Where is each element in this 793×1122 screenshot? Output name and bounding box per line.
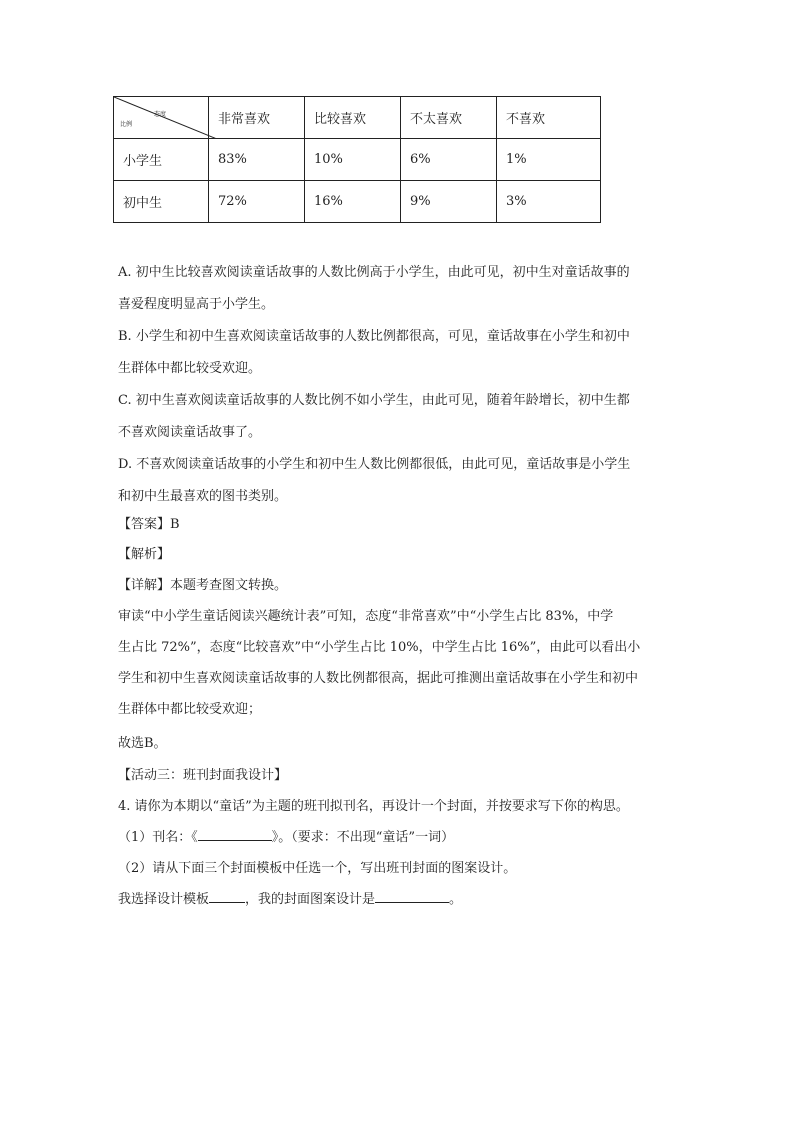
corner-bottom-label: 比例	[120, 121, 133, 128]
question-4-part1	[118, 826, 454, 845]
detail-line1: 审读“中小学生童话阅读兴趣统计表”可知，态度“非常喜欢”中“小学生占比 83%，中学	[118, 609, 614, 624]
cell: 6%	[401, 139, 497, 181]
corner-cell	[114, 97, 209, 139]
cell: 10%	[305, 139, 401, 181]
cell: 3%	[497, 181, 601, 223]
cell: 16%	[305, 181, 401, 223]
row-label: 初中生	[114, 181, 209, 223]
diagonal-line	[114, 97, 217, 139]
header-cell: 不喜欢	[497, 97, 601, 139]
analysis-heading: 【解析】	[118, 547, 171, 562]
survey-table	[113, 96, 601, 223]
detail-line3: 学生和初中生喜欢阅读童话故事的人数比例都很高，据此可推测出童话故事在小学生和初中	[118, 671, 639, 686]
title-blank[interactable]	[198, 828, 272, 841]
option-c-line1: C. 初中生喜欢阅读童话故事的人数比例不如小学生，由此可见，随着年龄增长，初中生都	[118, 393, 630, 408]
template-blank[interactable]	[209, 890, 245, 903]
option-a-line1: A. 初中生比较喜欢阅读童话故事的人数比例高于小学生，由此可见，初中生对童话故事的	[118, 265, 630, 280]
question-4-part2: （2）请从下面三个封面模板中任选一个，写出班刊封面的图案设计。	[118, 861, 517, 876]
question-4: 4. 请你为本期以“童话”为主题的班刊拟刊名，再设计一个封面，并按要求写下你的构思。	[118, 799, 629, 814]
option-b-line2: 生群体中都比较受欢迎。	[118, 361, 262, 376]
table-row	[114, 181, 601, 223]
cell: 9%	[401, 181, 497, 223]
detail-line4: 生群体中都比较受欢迎；	[118, 702, 262, 717]
answer: 【答案】B	[118, 517, 180, 532]
cell: 1%	[497, 139, 601, 181]
header-cell: 非常喜欢	[209, 97, 305, 139]
design-blank[interactable]	[375, 890, 449, 903]
detail-line2: 生占比 72%”，态度“比较喜欢”中“小学生占比 10%，中学生占比 16%”，由此可以看出小	[118, 640, 641, 655]
row-label: 小学生	[114, 139, 209, 181]
option-d-line2: 和初中生最喜欢的图书类别。	[118, 489, 288, 504]
corner-top-label: 态度	[154, 111, 167, 118]
activity-heading: 【活动三：班刊封面我设计】	[118, 768, 288, 783]
part3-text1: 我选择设计模板	[118, 892, 210, 907]
detail-heading: 【详解】本题考查图文转换。	[118, 578, 288, 593]
question-4-part3	[118, 888, 462, 907]
option-a-line2: 喜爱程度明显高于小学生。	[118, 297, 275, 312]
option-b-line1: B. 小学生和初中生喜欢阅读童话故事的人数比例都很高，可见，童话故事在小学生和初中	[118, 329, 630, 344]
part1-prefix: （1）刊名：《	[118, 830, 198, 845]
part3-text3: 。	[449, 892, 463, 907]
header-cell: 比较喜欢	[305, 97, 401, 139]
cell: 83%	[209, 139, 305, 181]
conclusion: 故选B。	[118, 736, 167, 751]
header-cell: 不太喜欢	[401, 97, 497, 139]
option-d-line1: D. 不喜欢阅读童话故事的小学生和初中生人数比例都很低，由此可见，童话故事是小学生	[118, 457, 631, 472]
table-row	[114, 139, 601, 181]
cell: 72%	[209, 181, 305, 223]
part1-suffix: 》。（要求：不出现“童话”一词）	[271, 830, 455, 845]
part3-text2: ，我的封面图案设计是	[245, 892, 376, 907]
option-c-line2: 不喜欢阅读童话故事了。	[118, 425, 262, 440]
